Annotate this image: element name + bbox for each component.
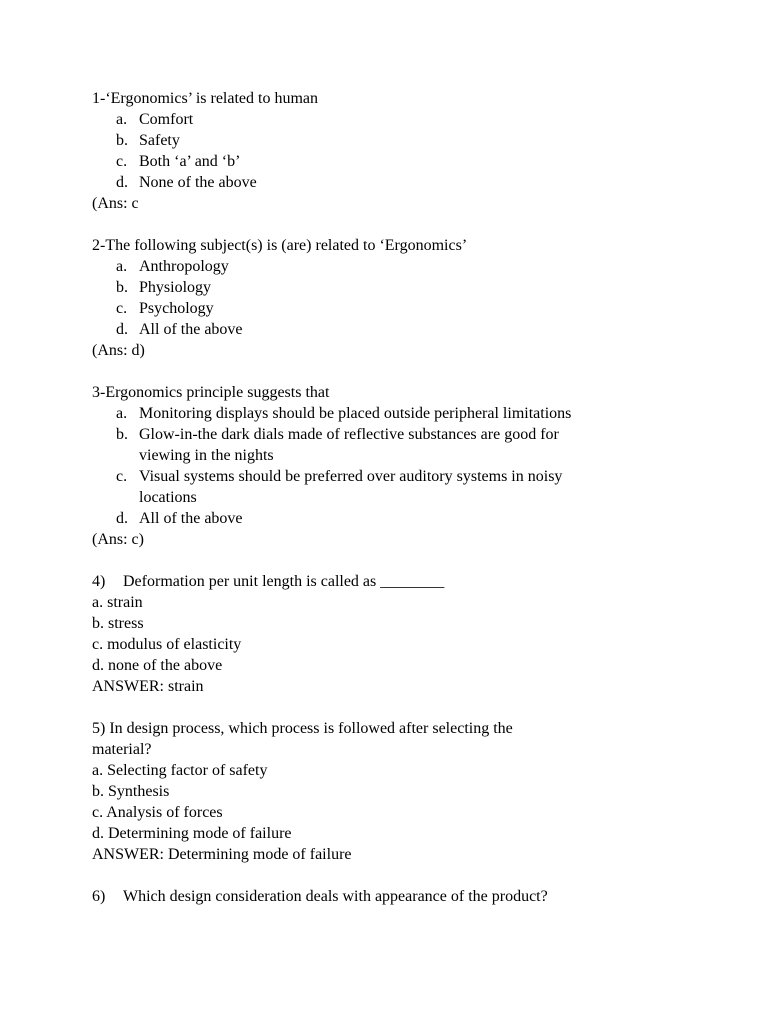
option-b: b. Synthesis [92,783,170,800]
answer-text: (Ans: c) [92,531,144,548]
option-c: c. Psychology [116,300,214,317]
question-text: 4) Deformation per unit length is called as ________ [92,573,445,590]
question-text: 2-The following subject(s) is (are) related to ‘Ergonomics’ [92,237,468,254]
option-c: c. Visual systems should be preferred over auditory systems in noisy [116,468,563,485]
answer-text: (Ans: c [92,195,139,212]
option-a: a. Comfort [116,111,194,128]
option-d: d. All of the above [116,510,243,527]
question-text: 3-Ergonomics principle suggests that [92,384,330,401]
option-a: a. strain [92,594,143,611]
option-d: d. None of the above [116,174,257,191]
option-a: a. Monitoring displays should be placed outside peripheral limitations [116,405,572,422]
option-a: a. Anthropology [116,258,229,275]
question-text-continued: material? [92,741,152,758]
option-b: b. Glow-in-the dark dials made of reflective substances are good for [116,426,559,443]
question-2 [92,235,712,361]
option-a: a. Selecting factor of safety [92,762,268,779]
question-3 [92,382,712,550]
option-c: c. Analysis of forces [92,804,223,821]
option-d: d. Determining mode of failure [92,825,292,842]
option-d: d. none of the above [92,657,223,674]
answer-text: ANSWER: Determining mode of failure [92,846,352,863]
option-b-continued: viewing in the nights [139,447,274,464]
option-c-continued: locations [139,489,197,506]
question-6 [92,886,712,907]
question-1 [92,88,712,214]
option-b: b. Safety [116,132,180,149]
answer-text: (Ans: d) [92,342,145,359]
question-4 [92,571,712,697]
option-c: c. Both ‘a’ and ‘b’ [116,153,241,170]
question-text: 5) In design process, which process is followed after selecting the [92,720,513,737]
question-number: 4) [92,573,106,590]
option-d: d. All of the above [116,321,243,338]
question-text: 1-‘Ergonomics’ is related to human [92,90,319,107]
question-5 [92,718,712,865]
question-text: 6) Which design consideration deals with appearance of the product? [92,888,548,905]
question-number: 6) [92,888,106,905]
option-b: b. stress [92,615,144,632]
answer-text: ANSWER: strain [92,678,204,695]
option-b: b. Physiology [116,279,212,296]
question-list [92,88,712,907]
option-c: c. modulus of elasticity [92,636,242,653]
